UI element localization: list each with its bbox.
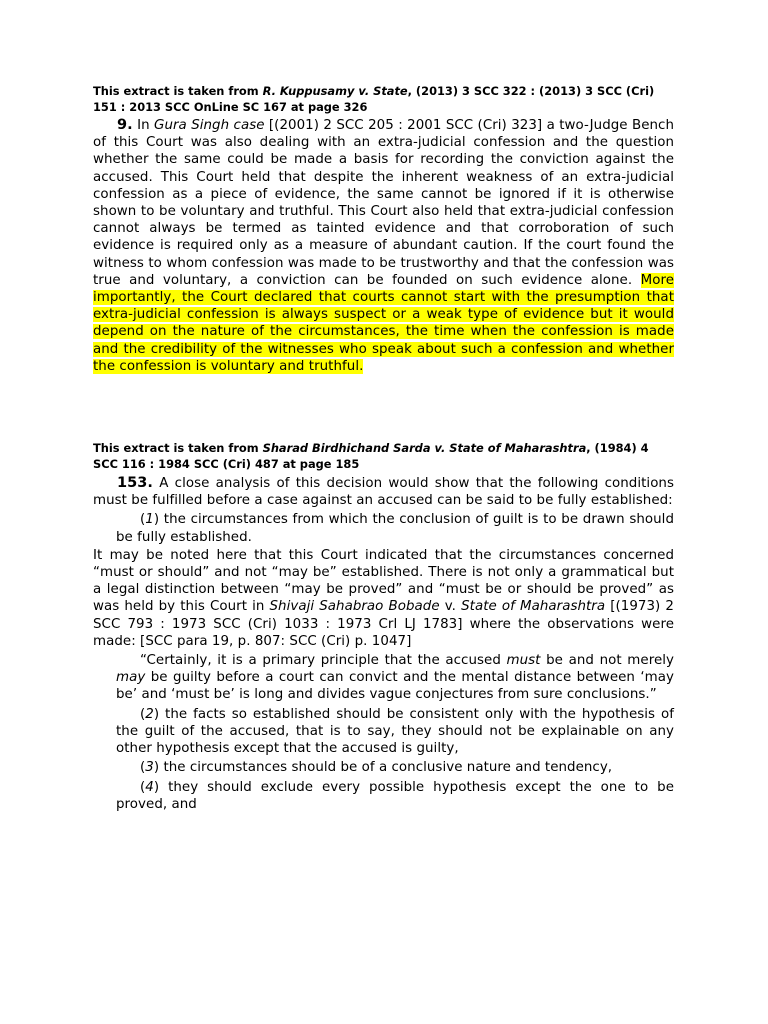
paragraph-9 bbox=[93, 117, 674, 375]
item-text: they should exclude every possible hypothesis except the one to be proved, and bbox=[116, 779, 674, 812]
source-prefix: This extract is taken from bbox=[93, 84, 263, 98]
paragraph-number: 9. bbox=[117, 117, 133, 133]
paragraph-text: A close analysis of this decision would show that the following conditions must be fulfilled before a case against an accused can be said to be fully established: bbox=[93, 476, 674, 509]
item-number: 3 bbox=[145, 760, 154, 776]
item-number: 1 bbox=[145, 512, 154, 528]
paragraph-text: It may be noted here that this Court indicated that the circumstances concerned “must or should” and not “may be” established. There is not only a grammatical but a legal distinction between “may be proved” and “must be or should be proved” as was held by this Court in bbox=[93, 547, 674, 615]
source-citation-2 bbox=[93, 441, 674, 472]
quote-text: be guilty before a court can convict and the mental distance between ‘may be’ and ‘must be’ is long and divides vague conjectures from sure conclusions.” bbox=[116, 670, 674, 703]
quoted-observation bbox=[116, 652, 674, 704]
emphasis-text: may bbox=[116, 670, 146, 686]
source-case-name: R. Kuppusamy v. State bbox=[262, 84, 408, 98]
item-text: the facts so established should be consistent only with the hypothesis of the guilt of the accused, that is to say, they should not be explainable on any other hypothesis except that the accused is guilty, bbox=[116, 706, 674, 757]
paragraph-text: [(2001) 2 SCC 205 : 2001 SCC (Cri) 323] a two-Judge Bench of this Court was also dealing with an extra-judicial confession and the question whether the same could be made a basis for recording the conviction against the accused. This Court held that despite the inherent weakness of an extra-judicial confession as a piece of evidence, the same cannot be ignored if it is otherwise shown to be voluntary and truthful. This Court also held that extra-judicial confession cannot always be termed as tainted evidence and that corroboration of such evidence is required only as a measure of abundant caution. If the court found the witness to whom confession was made to be trustworthy and that the confession was true and voluntary, a conviction can be founded on such evidence alone. bbox=[93, 118, 674, 288]
paragraph-153 bbox=[93, 475, 674, 509]
source-prefix: This extract is taken from bbox=[93, 441, 263, 456]
item-text: the circumstances should be of a conclusive nature and tendency, bbox=[159, 760, 613, 776]
paragraph-text: In bbox=[132, 118, 155, 133]
condition-item-3: (3) the circumstances should be of a conclusive nature and tendency, bbox=[140, 760, 613, 776]
emphasis-text: must bbox=[506, 653, 541, 669]
condition-item-1: (1) the circumstances from which the conclusion of guilt is to be drawn should be fully established. bbox=[116, 512, 674, 545]
source-reference: , (1984) 4 SCC 116 : 1984 SCC (Cri) 487 at page 185 bbox=[93, 441, 649, 471]
case-name: Shivaji Sahabrao Bobade bbox=[269, 599, 440, 615]
paragraph-text: [(1973) 2 SCC 793 : 1973 SCC (Cri) 1033 : 1973 Crl LJ 1783] where the observations were made: [SCC para 19, p. 807: SCC (Cri) p. 1047] bbox=[93, 599, 674, 649]
condition-item-2: (2) the facts so established should be consistent only with the hypothesis of the guilt of the accused, that is to say, they should not be explainable on any other hypothesis except that the accused is guilty, bbox=[116, 706, 674, 757]
source-citation-1 bbox=[93, 84, 674, 115]
source-case-name: Sharad Birdhichand Sarda v. State of Maharashtra bbox=[262, 441, 587, 456]
case-name: State of Maharashtra bbox=[461, 599, 606, 615]
paragraph-observation bbox=[93, 547, 674, 650]
source-reference: , (2013) 3 SCC 322 : (2013) 3 SCC (Cri) 151 : 2013 SCC OnLine SC 167 at page 326 bbox=[93, 84, 655, 114]
item-number: 2 bbox=[145, 706, 154, 722]
item-number: 4 bbox=[145, 779, 154, 795]
paragraph-number: 153. bbox=[117, 475, 153, 492]
versus-text: v. bbox=[439, 599, 462, 615]
condition-item-4: (4) they should exclude every possible hypothesis except the one to be proved, and bbox=[116, 779, 674, 812]
quote-text: “Certainly, it is a primary principle that the accused bbox=[140, 653, 507, 669]
highlighted-text: More importantly, the Court declared that courts cannot start with the presumption that extra-judicial confession is always suspect or a weak type of evidence but it would depend on the nature of the circumstances, the time when the confession is made and the credibility of the witnesses who speak about such a confession and whether the confession is voluntary and truthful. bbox=[93, 272, 674, 374]
document-body bbox=[93, 84, 674, 813]
item-text: the circumstances from which the conclusion of guilt is to be drawn should be fully established. bbox=[116, 512, 674, 545]
case-name: Gura Singh case bbox=[154, 118, 265, 133]
quote-text: be and not merely bbox=[540, 653, 674, 669]
